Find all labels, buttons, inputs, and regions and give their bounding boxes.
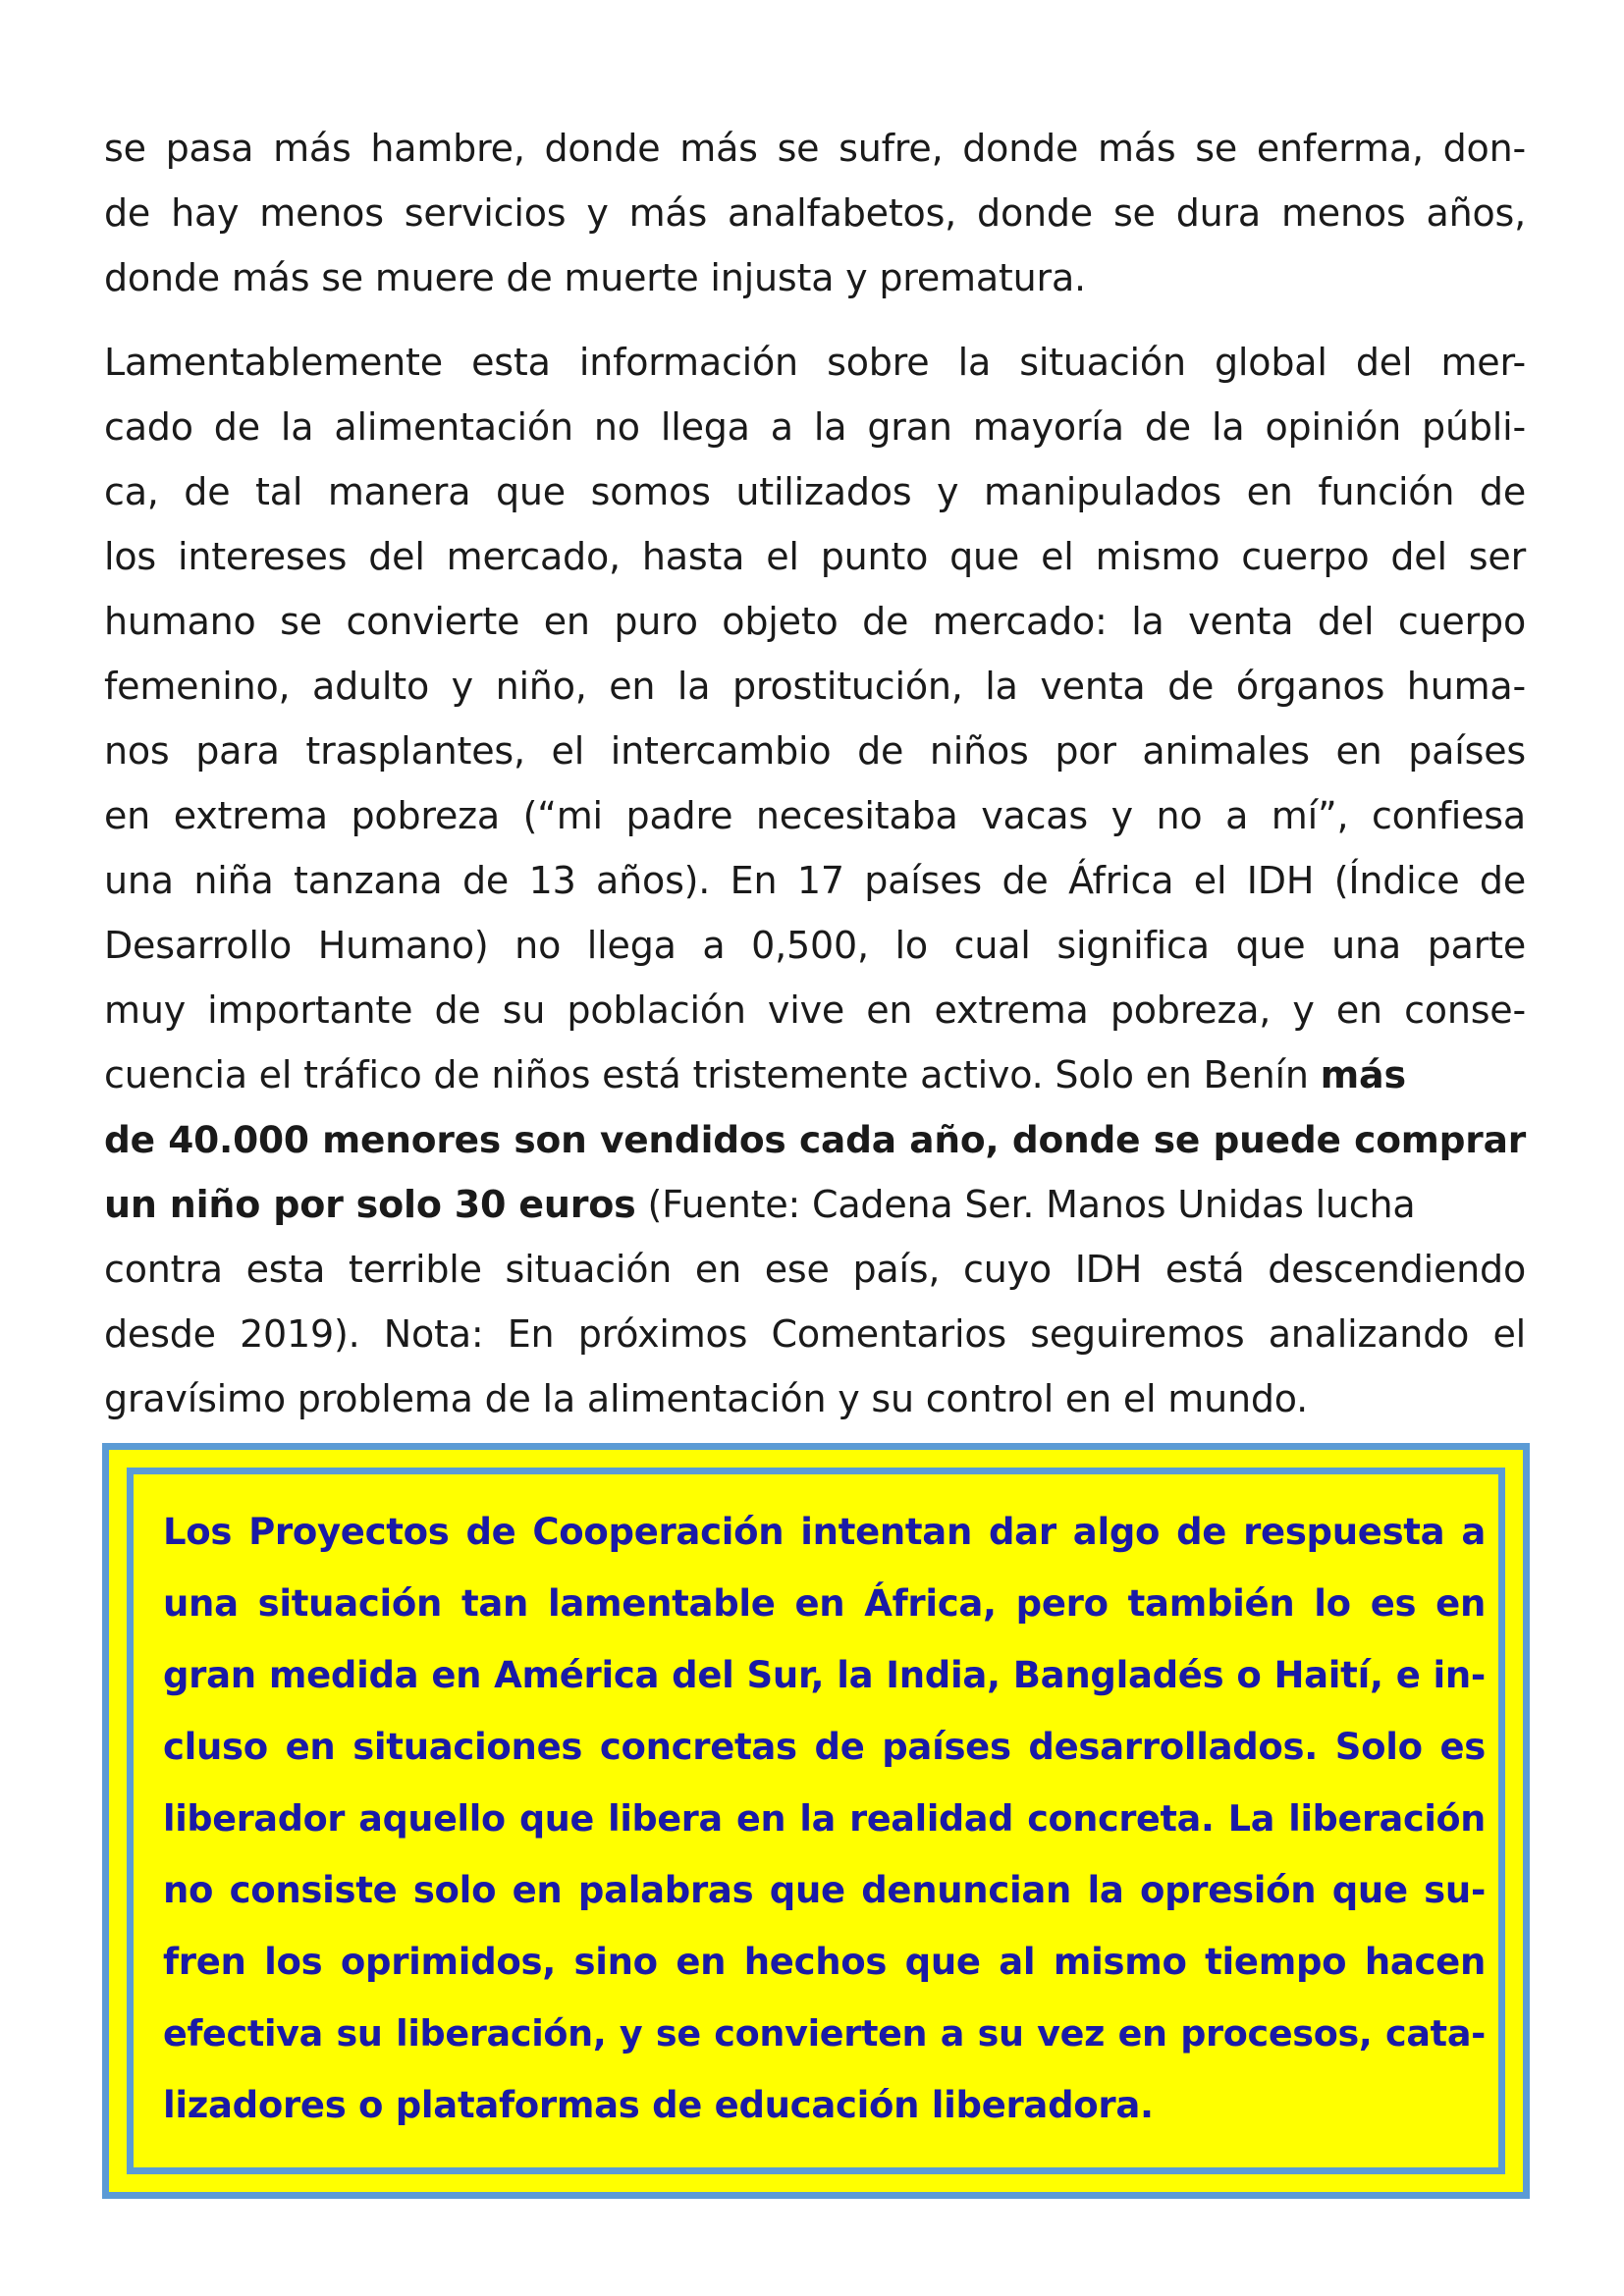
paragraph-2 [104, 330, 1526, 1431]
text-line: los intereses del mercado, hasta el punto que el mismo cuerpo del ser [104, 535, 1526, 578]
source-note: (Fuente: Cadena Ser. Manos Unidas lucha [647, 1183, 1416, 1226]
text-line: desde 2019). Nota: En próximos Comentarios seguiremos analizando el [104, 1312, 1526, 1356]
bold-emphasis: más [1320, 1053, 1406, 1096]
text-line: gravísimo problema de la alimentación y su control en el mundo. [104, 1377, 1309, 1420]
highlight-text [163, 1496, 1486, 2141]
highlight-line: liberador aquello que libera en la realidad concreta. La liberación [163, 1797, 1486, 1840]
text-line: muy importante de su población vive en extrema pobreza, y en conse- [104, 988, 1526, 1032]
text-line: contra esta terrible situación en ese país, cuyo IDH está descendiendo [104, 1248, 1526, 1291]
text-line: se pasa más hambre, donde más se sufre, donde más se enferma, don- [104, 127, 1526, 170]
text-line: cado de la alimentación no llega a la gran mayoría de la opinión públi- [104, 405, 1526, 449]
bold-emphasis: de 40.000 menores son vendidos cada año, donde se puede comprar [104, 1118, 1526, 1161]
highlight-line: efectiva su liberación, y se convierten a su vez en procesos, cata- [163, 2012, 1486, 2055]
text-line: ca, de tal manera que somos utilizados y manipulados en función de [104, 470, 1526, 513]
text-line: humano se convierte en puro objeto de mercado: la venta del cuerpo [104, 600, 1526, 643]
text-line: una niña tanzana de 13 años). En 17 países de África el IDH (Índice de [104, 859, 1526, 902]
text-line: femenino, adulto y niño, en la prostitución, la venta de órganos huma- [104, 665, 1526, 708]
paragraph-1 [104, 116, 1526, 310]
text-line: Desarrollo Humano) no llega a 0,500, lo cual significa que una parte [104, 924, 1526, 967]
highlight-line: no consiste solo en palabras que denuncian la opresión que su- [163, 1869, 1486, 1911]
text-line: en extrema pobreza (“mi padre necesitaba vacas y no a mí”, confiesa [104, 794, 1526, 837]
highlight-line: cluso en situaciones concretas de países desarrollados. Solo es [163, 1726, 1486, 1768]
body-text [104, 116, 1526, 1431]
text-line: Lamentablemente esta información sobre la situación global del mer- [104, 341, 1526, 384]
highlight-line: Los Proyectos de Cooperación intentan dar algo de respuesta a [163, 1511, 1486, 1553]
text-line: donde más se muere de muerte injusta y prematura. [104, 256, 1086, 299]
highlight-box [102, 1443, 1530, 2199]
highlight-line: fren los oprimidos, sino en hechos que al mismo tiempo hacen [163, 1941, 1486, 1983]
bold-emphasis: un niño por solo 30 euros [104, 1183, 636, 1226]
text-run: cuencia el tráfico de niños está tristemente activo. Solo en Benín [104, 1053, 1309, 1096]
text-line [104, 1042, 1526, 1107]
text-line: de hay menos servicios y más analfabetos, donde se dura menos años, [104, 191, 1526, 235]
highlight-line: lizadores o plataformas de educación liberadora. [163, 2084, 1154, 2126]
highlight-line: gran medida en América del Sur, la India, Bangladés o Haití, e in- [163, 1654, 1486, 1696]
text-line: nos para trasplantes, el intercambio de niños por animales en países [104, 729, 1526, 773]
text-line [104, 1107, 1526, 1172]
highlight-box-inner-border [127, 1468, 1505, 2174]
text-line [104, 1172, 1526, 1237]
highlight-line: una situación tan lamentable en África, pero también lo es en [163, 1582, 1486, 1625]
